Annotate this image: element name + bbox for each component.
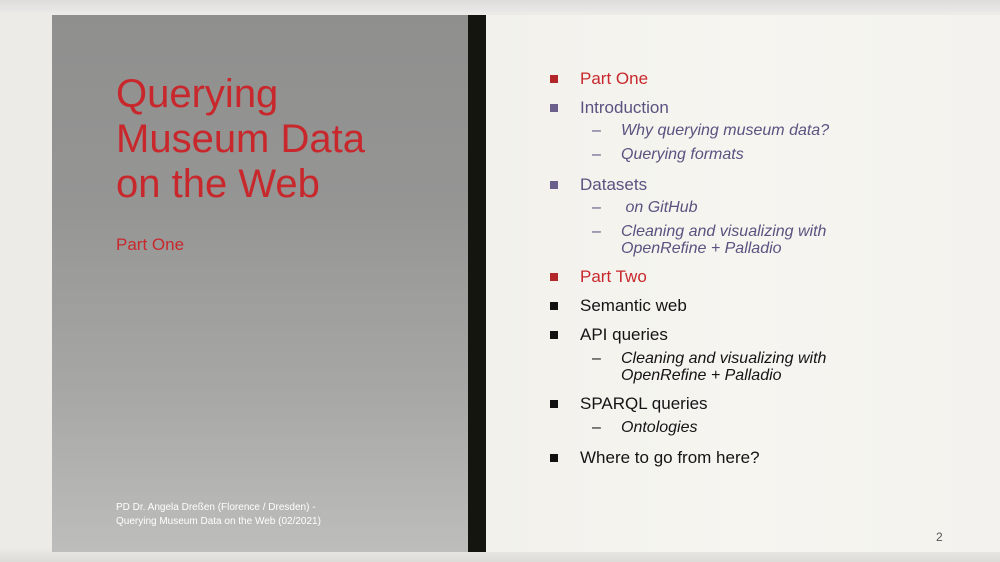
dash-bullet-icon: – bbox=[592, 199, 601, 216]
slide-title-panel bbox=[52, 15, 468, 552]
dash-bullet-icon: – bbox=[592, 350, 601, 367]
slide-page-number: 2 bbox=[936, 530, 943, 544]
agenda-subitem-text: Why querying museum data? bbox=[621, 122, 830, 139]
agenda-item-label: Datasets bbox=[580, 175, 648, 194]
agenda-subitem-text: Cleaning and visualizing with OpenRefine + Palladio bbox=[621, 350, 827, 384]
square-bullet-icon bbox=[550, 454, 558, 462]
dash-bullet-icon: – bbox=[592, 419, 601, 436]
square-bullet-icon bbox=[550, 75, 558, 83]
agenda-item-label: Part Two bbox=[580, 267, 647, 286]
slide-footer: PD Dr. Angela Dreßen (Florence / Dresden) - Querying Museum Data on the Web (02/2021) bbox=[116, 502, 321, 527]
agenda-subitem-text: Cleaning and visualizing with OpenRefine + Palladio bbox=[621, 223, 827, 257]
agenda-subitem-text: on GitHub bbox=[621, 199, 698, 216]
dash-bullet-icon: – bbox=[592, 122, 601, 139]
agenda-item-label: API queries bbox=[580, 325, 668, 344]
agenda-item-label: Introduction bbox=[580, 98, 669, 117]
square-bullet-icon bbox=[550, 181, 558, 189]
slide-subtitle: Part One bbox=[116, 235, 185, 254]
agenda-subitem-text: Querying formats bbox=[621, 146, 744, 163]
square-bullet-icon bbox=[550, 302, 558, 310]
agenda-item-label: Where to go from here? bbox=[580, 448, 760, 467]
square-bullet-icon bbox=[550, 104, 558, 112]
square-bullet-icon bbox=[550, 273, 558, 281]
agenda-item-label: SPARQL queries bbox=[580, 394, 708, 413]
agenda-item-label: Part One bbox=[580, 69, 649, 88]
dash-bullet-icon: – bbox=[592, 223, 601, 240]
square-bullet-icon bbox=[550, 400, 558, 408]
square-bullet-icon bbox=[550, 331, 558, 339]
panel-divider bbox=[468, 15, 486, 552]
slide-title: Querying Museum Data on the Web bbox=[116, 72, 365, 206]
agenda-list bbox=[550, 15, 990, 552]
dash-bullet-icon: – bbox=[592, 146, 601, 163]
agenda-subitem-text: Ontologies bbox=[621, 419, 698, 436]
presentation-slide bbox=[52, 15, 1000, 552]
agenda-item-label: Semantic web bbox=[580, 296, 687, 315]
